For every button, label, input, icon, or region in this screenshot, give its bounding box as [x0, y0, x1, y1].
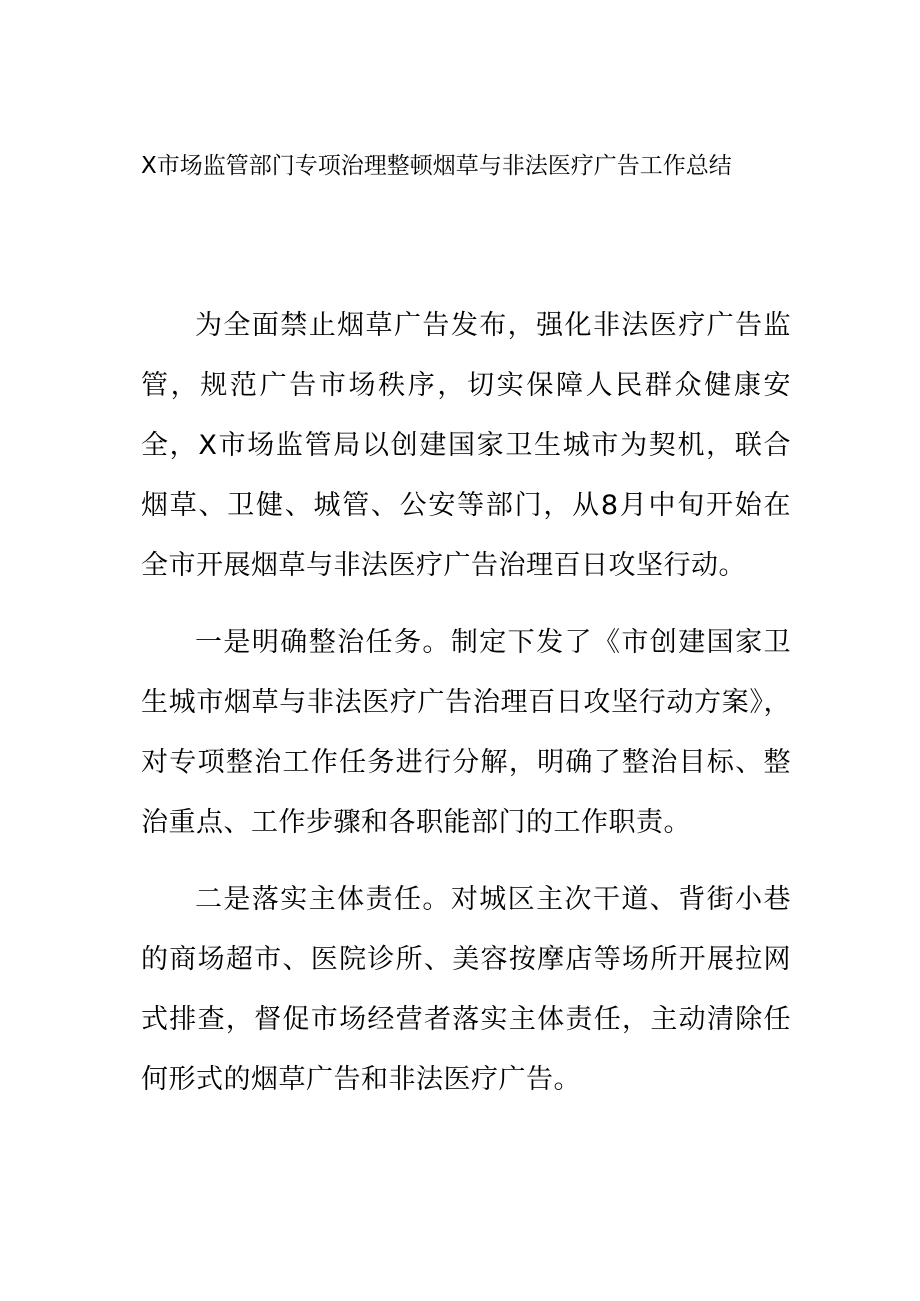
document-title: X市场监管部门专项治理整顿烟草与非法医疗广告工作总结: [141, 153, 732, 179]
paragraph-intro: 为全面禁止烟草广告发布，强化非法医疗广告监管，规范广告市场秩序，切实保障人民群众健康安全，X市场监管局以创建国家卫生城市为契机，联合烟草、卫健、城管、公安等部门，从8月中旬开始在全市开展烟草与非法医疗广告治理百日攻坚行动。: [141, 310, 791, 581]
paragraph-responsibility: 二是落实主体责任。对城区主次干道、背街小巷的商场超市、医院诊所、美容按摩店等场所开展拉网式排查，督促市场经营者落实主体责任，主动清除任何形式的烟草广告和非法医疗广告。: [141, 884, 791, 1095]
paragraph-task: 一是明确整治任务。制定下发了《市创建国家卫生城市烟草与非法医疗广告治理百日攻坚行动方案》，对专项整治工作任务进行分解，明确了整治目标、整治重点、工作步骤和各职能部门的工作职责。: [141, 627, 791, 838]
